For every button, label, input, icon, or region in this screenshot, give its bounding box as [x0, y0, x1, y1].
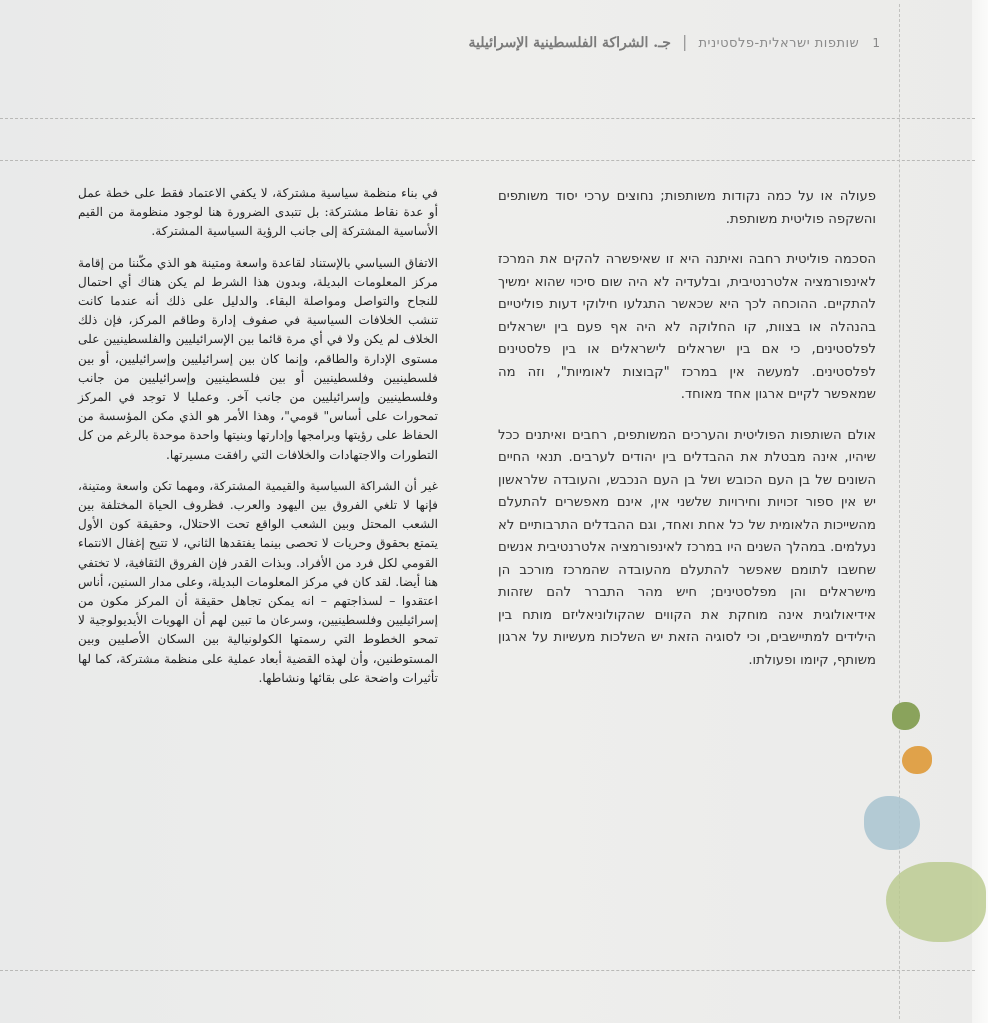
- decorative-blob-blue: [864, 796, 920, 850]
- hebrew-paragraph-2: הסכמה פוליטית רחבה ואיתנה היא זו שאיפשרה להקים את המרכז לאינפורמציה אלטרנטיבית, ובלעדיה לא היה שום סיכוי שהוא ימשיך להתקיים. ההוכחה לכך היא שכאשר התגלעו חילוקי דעות פוליטיים בהנהלה או בצוות, קו החלוקה לא היה אף פעם בין ישראלים לפלסטינים, כי אם בין ישראלים לישראלים או בין פלסטינים לפלסטינים. למעשה אין במרכז "קבוצות לאומיות", וזה מה שמאפשר לקיים ארגון אחד מאוחד.: [498, 252, 876, 402]
- page-edge: [972, 0, 988, 1023]
- header-arabic-title: جـ. الشراكة الفلسطينية الإسرائيلية: [468, 35, 671, 51]
- header-separator: |: [682, 32, 688, 51]
- hebrew-paragraph-3: אולם השותפות הפוליטית והערכים המשותפים, רחבים ואיתנים ככל שיהיו, אינה מבטלת את ההבדלים בין יהודים לערבים. תנאי החיים השונים של בן העם הכובש ושל בן העם הנכבש, והעובדה שלראשון יש אין ספור זכויות וחירויות שלשני אין, אינם מאפשרים להתעלם מהשייכות הלאומית של כל אחת ואחד, וגם ההבדלים התרבותיים לא נעלמים. במהלך השנים היו במרכז לאינפורמציה אלטרנטיבית אנשים שחשבו לתומם שאפשר להתעלם מהעובדה שהמרכז מורכב הן מישראלים והן מפלסטינים; חיש מהר התברר להם שזהות אידיאולוגית אינה מוחקת את הקווים שהקולוניאליזם מותח בין הילידים למתיישבים, וכי לסוגיה הזאת יש השלכות מעשיות על ארגון משותף, קיומו ופעולתו.: [498, 427, 876, 668]
- margin-guide: [899, 4, 900, 1019]
- hebrew-column: [498, 186, 876, 672]
- decorative-blob-orange: [902, 746, 932, 774]
- decorative-blob-green: [892, 702, 920, 730]
- running-header: [468, 32, 880, 62]
- divider-bottom: [0, 970, 975, 971]
- page-number: 1: [872, 36, 880, 50]
- divider-second: [0, 160, 975, 161]
- decorative-blob-green-light: [886, 862, 986, 942]
- arabic-column: [78, 184, 438, 688]
- hebrew-paragraph-1: פעולה או על כמה נקודות משותפות; נחוצים ערכי יסוד משותפים והשקפה פוליטית משותפת.: [498, 189, 876, 227]
- divider-top: [0, 118, 975, 119]
- header-hebrew-title: שותפות ישראלית-פלסטינית: [698, 36, 860, 51]
- arabic-paragraph-3: غير أن الشراكة السياسية والقيمية المشتركة، ومهما تكن واسعة ومتينة، فإنها لا تلغي الفروق بين اليهود والعرب. فظروف الحياة المختلفة بين الشعب المحتل وبين الشعب الواقع تحت الاحتلال، وحقيقة كون الأول يتمتع بحقوق وحريات لا تحصى بينما يفتقدها الثاني، لا تتيح إغفال الانتماء القومي لكل فرد من الأفراد. وبذات القدر فإن الفروق الثقافية، لا تختفي هنا أيضا. لقد كان في مركز المعلومات البديلة، وعلى مدار السنين، أناس اعتقدوا – لسذاجتهم – انه يمكن تجاهل حقيقة أن المركز مكون من إسرائيليين وفلسطينيين، وسرعان ما تبين لهم أن الهويات الأيديولوجية لا تمحو الخطوط التي رسمتها الكولونيالية بين السكان الأصليين وبين المستوطنين، وأن لهذه القضية أبعاد عملية على منظمة مشتركة، كما لها تأثيرات واضحة على بقائها ونشاطها.: [78, 478, 438, 685]
- arabic-paragraph-2: الاتفاق السياسي بالإستناد لقاعدة واسعة ومتينة هو الذي مكّننا من إقامة مركز المعلومات البديلة، وبدون هذا الشرط لم يكن هناك أي احتمال للنجاح والتواصل ومواصلة البقاء. والدليل على ذلك أنه عندما كانت تنشب الخلافات السياسية في صفوف إدارة وطاقم المركز، فإن ذلك الخلاف لم يكن ولا في أي مرة قائما بين الإسرائيليين والفلسطينيين على مستوى الإدارة والطاقم، وإنما كان بين إسرائيليين وإسرائيليين، أو بين فلسطينيين وفلسطينيين أو بين فلسطينيين وإسرائيليين من جانب وفلسطينيين وإسرائيليين من جانب آخر. وعمليا لا توجد في المركز تمحورات على أساس" قومي"، وهذا الأمر هو الذي مكن المؤسسة من الحفاظ على رؤيتها وبرامجها وإدارتها وبنيتها واحدة موحدة بالرغم من كل التطورات والاجتهادات والخلافات التي رافقت مسيرتها.: [78, 255, 438, 462]
- arabic-paragraph-1: في بناء منظمة سياسية مشتركة، لا يكفي الاعتماد فقط على خطة عمل أو عدة نقاط مشتركة: بل تتبدى الضرورة هنا لوجود منظومة من القيم الأساسية المشتركة إلى جانب الرؤية السياسية المشتركة.: [78, 186, 438, 239]
